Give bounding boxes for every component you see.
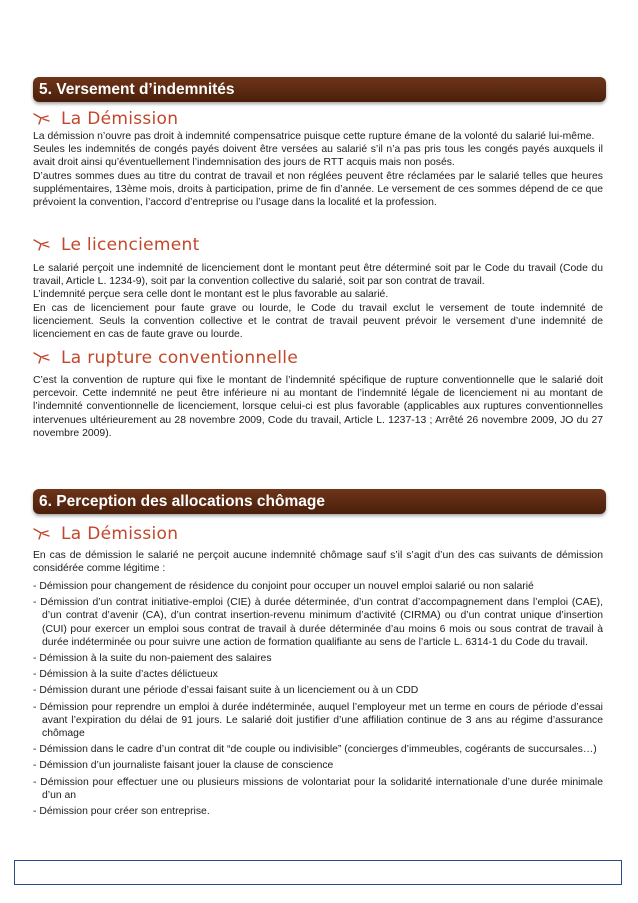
list-item: - Démission pour créer son entreprise. [33, 806, 210, 818]
list-item: - Démission pour effectuer une ou plusieurs missions de volontariat pour la solidarité internationale d’une durée minimale d’un an [33, 776, 603, 801]
list-item: - Démission à la suite d’actes délictueux [33, 669, 218, 681]
demission-text: La démission n’ouvre pas droit à indemnité compensatrice puisque cette rupture émane de la volonté du salarié lui-même. Seules les indemnités de congés payés doivent être versées au salarié s’il n’a pas pris tous les congés payés auxquels il avait droit ainsi qu’éventuellement l’indemnisation des jours de RTT acquis mais non posés. D’autres sommes dues au titre du contrat de travail et non réglées peuvent être réclamées par le salarié telles que heures supplémentaires, 13ème mois, droits à participation, prime de fin d’année. Le versement de ces sommes dépend de ce que prévoient la convention, l’accord d’entreprise ou l’usage dans la localité et la profession. [33, 131, 603, 209]
list-item: - Démission durant une période d’essai faisant suite à un licenciement ou à un CDD [33, 685, 419, 697]
hand-pointer-icon [33, 351, 51, 365]
list-item: - Démission à la suite du non-paiement des salaires [33, 653, 272, 665]
footer-frame [14, 860, 622, 885]
subheading-demission: La Démission [33, 108, 178, 130]
list-item: - Démission pour changement de résidence du conjoint pour occuper un nouvel emploi salarié ou non salarié [33, 581, 534, 592]
subheading-licenciement: Le licenciement [33, 234, 200, 256]
licenciement-text: Le salarié perçoit une indemnité de licenciement dont le montant peut être déterminé soit par le Code du travail (Code du travail, Article L. 1234-9), soit par la convention collective du salarié, soit par son contrat de travail. L’indemnité perçue sera celle dont le montant est le plus favorable au salarié. En cas de licenciement pour faute grave ou lourde, le Code du travail exclut le versement de toute indemnité de licenciement. Seuls la convention collective et le contrat de travail peuvent prévoir le versement d’une indemnité de licenciement en cas de faute grave ou lourde. [33, 263, 603, 341]
section-6-title: 6. Perception des allocations chômage [33, 489, 606, 514]
hand-pointer-icon [33, 112, 51, 126]
subheading-demission-chomage: La Démission [33, 523, 178, 545]
chomage-intro: En cas de démission le salarié ne perçoit aucune indemnité chômage sauf s’il s’agit d’un des cas suivants de démission considérée comme légitime : [33, 550, 603, 575]
list-item: - Démission pour reprendre un emploi à durée indéterminée, auquel l’employeur met un terme en cours de période d’essai avant l’expiration du délai de 91 jours. Le salarié doit justifier d’une affiliation continue de 3 ans au régime d’assurance chômage [33, 701, 603, 740]
legitimate-cases-list [33, 580, 603, 821]
subheading-rupture-conventionnelle: La rupture conventionnelle [33, 347, 298, 369]
hand-pointer-icon [33, 238, 51, 252]
hand-pointer-icon [33, 527, 51, 541]
list-item: - Démission dans le cadre d’un contrat dit “de couple ou indivisible” (concierges d’immeubles, cogérants de succursales…) [33, 744, 597, 756]
list-item: - Démission d’un contrat initiative-emploi (CIE) à durée déterminée, d’un contrat d’accompagnement dans l’emploi (CAE), d’un contrat d’avenir (CA), d’un contrat insertion-revenu minimum d’activité (CIRMA) ou d’un contrat unique d’insertion (CUI) pour exercer un emploi sous contrat de travail à durée déterminée d’au moins 6 mois ou sous contrat de travail à durée indéterminée ou pour suivre une action de formation qualifiante au sens de l’article L. 6314-1 du Code du travail. [33, 597, 603, 648]
list-item: - Démission d’un journaliste faisant jouer la clause de conscience [33, 760, 334, 772]
rupture-text: C’est la convention de rupture qui fixe le montant de l’indemnité spécifique de rupture conventionnelle que le salarié doit percevoir. Cette indemnité ne peut être inférieure ni au montant de l’indemnité légale de licenciement ni au montant de l’indemnité conventionnelle de licenciement, lorsque celui-ci est plus favorable (applicables aux ruptures conventionnelles intervenues ultérieurement au 28 novembre 2009, Code du travail, Article L. 1237-13 ; Arrêté 26 novembre 2009, JO du 27 novembre 2009). [33, 375, 603, 439]
section-5-title: 5. Versement d’indemnités [33, 77, 606, 102]
